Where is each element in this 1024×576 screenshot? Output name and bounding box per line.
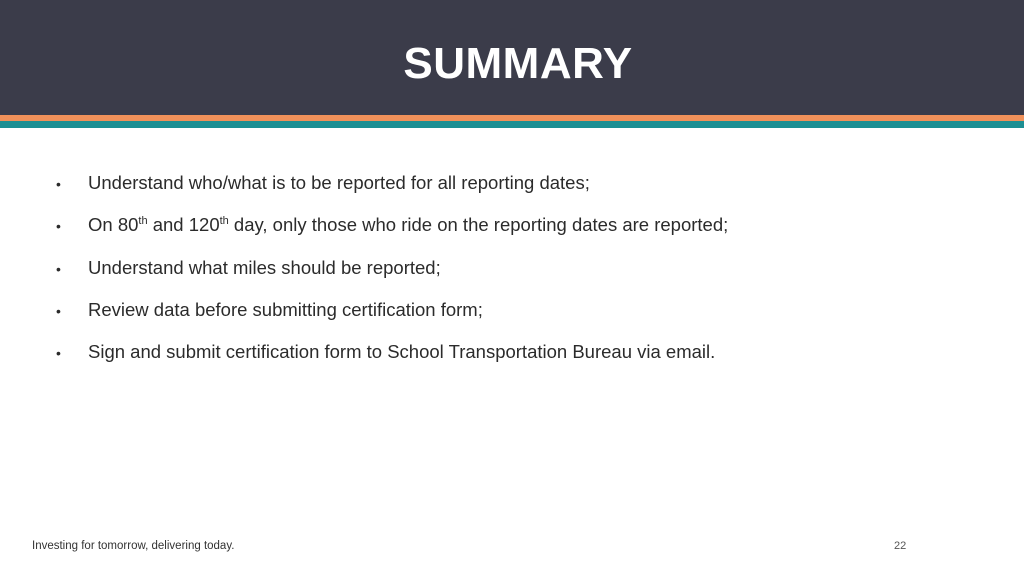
page-number: 22	[894, 540, 907, 552]
ordinal-suffix: th	[138, 215, 148, 228]
list-item	[56, 299, 986, 341]
bullet-text-part: day, only those who ride on the reporting dates are reported;	[228, 214, 729, 236]
list-item	[56, 172, 986, 214]
bullet-text: Review data before submitting certification form;	[88, 298, 483, 320]
title-bar	[0, 0, 1024, 115]
bullet-text-part: and 120	[147, 214, 220, 236]
bullet-text-part: On 80	[88, 214, 139, 236]
list-item	[56, 214, 986, 256]
list-item	[56, 341, 986, 383]
summary-bullet-list	[56, 172, 986, 383]
bullet-text	[88, 214, 728, 236]
list-item	[56, 257, 986, 299]
bullet-text: Understand who/what is to be reported for all reporting dates;	[88, 172, 590, 193]
bullet-text: Understand what miles should be reported;	[88, 256, 441, 278]
ordinal-suffix: th	[219, 215, 229, 228]
page-title: SUMMARY	[403, 38, 633, 88]
bullet-icon: •	[56, 218, 61, 235]
bullet-icon: •	[56, 302, 61, 319]
footer-tagline: Investing for tomorrow, delivering today.	[32, 540, 235, 552]
bullet-icon: •	[56, 260, 61, 277]
bullet-icon: •	[56, 345, 61, 362]
bullet-icon: •	[56, 176, 61, 192]
teal-accent-stripe	[0, 121, 1024, 128]
bullet-text: Sign and submit certification form to School Transportation Bureau via email.	[88, 341, 716, 363]
